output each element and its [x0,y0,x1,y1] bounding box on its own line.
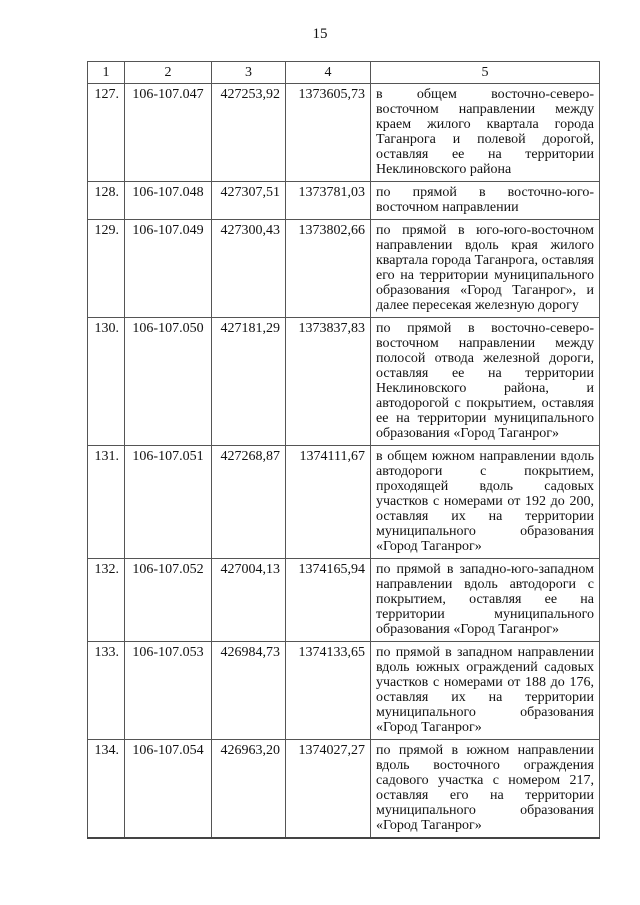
table-row [88,182,600,220]
coordinate-y: 1373837,83 [286,318,371,446]
point-code: 106-107.052 [125,559,212,642]
point-code: 106-107.049 [125,220,212,318]
table-row [88,642,600,740]
table-header-row [88,62,600,84]
coordinate-x: 427307,51 [212,182,286,220]
table-row [88,446,600,559]
column-header-2: 2 [125,62,212,84]
coordinate-x: 427181,29 [212,318,286,446]
coordinate-x: 426963,20 [212,740,286,839]
row-number: 128. [88,182,125,220]
column-header-5: 5 [371,62,600,84]
row-number: 129. [88,220,125,318]
table-row [88,220,600,318]
row-number: 133. [88,642,125,740]
coordinate-x: 427004,13 [212,559,286,642]
row-number: 130. [88,318,125,446]
column-header-4: 4 [286,62,371,84]
point-code: 106-107.053 [125,642,212,740]
point-code: 106-107.048 [125,182,212,220]
coordinate-x: 427300,43 [212,220,286,318]
coordinate-y: 1373605,73 [286,84,371,182]
boundary-description: по прямой в западно-юго-западном направлении вдоль автодороги с покрытием, оставляя ее на территории муниципального образования «Город Таганрог» [371,559,600,642]
point-code: 106-107.054 [125,740,212,839]
coordinate-y: 1374111,67 [286,446,371,559]
row-number: 131. [88,446,125,559]
boundary-description: по прямой в восточно-северо-восточном направлении между полосой отвода железной дороги, оставляя ее на территории Неклиновского района, и автодорогой с покрытием, оставляя ее на территории муниципального образования «Город Таганрог» [371,318,600,446]
row-number: 132. [88,559,125,642]
point-code: 106-107.050 [125,318,212,446]
boundary-description: по прямой в восточно-юго-восточном направлении [371,182,600,220]
column-header-1: 1 [88,62,125,84]
table-row [88,740,600,839]
boundary-description: по прямой в западном направлении вдоль южных ограждений садовых участков с номерами от 188 до 176, оставляя их на территории муниципального образования «Город Таганрог» [371,642,600,740]
boundary-description: в общем восточно-северо-восточном направлении между краем жилого квартала города Таганрога и полевой дорогой, оставляя ее на территории Неклиновского района [371,84,600,182]
table-row [88,559,600,642]
table-row [88,84,600,182]
coordinate-y: 1373781,03 [286,182,371,220]
table-row [88,318,600,446]
point-code: 106-107.047 [125,84,212,182]
coordinate-x: 427253,92 [212,84,286,182]
coordinate-y: 1374165,94 [286,559,371,642]
boundary-description: по прямой в южном направлении вдоль восточного ограждения садового участка с номером 217, оставляя его на территории муниципального образования «Город Таганрог» [371,740,600,839]
page-number: 15 [312,26,328,42]
coordinate-y: 1373802,66 [286,220,371,318]
coordinate-x: 426984,73 [212,642,286,740]
row-number: 134. [88,740,125,839]
coordinate-y: 1374027,27 [286,740,371,839]
boundary-table [87,61,600,839]
row-number: 127. [88,84,125,182]
point-code: 106-107.051 [125,446,212,559]
coordinate-y: 1374133,65 [286,642,371,740]
boundary-description: в общем южном направлении вдоль автодороги с покрытием, проходящей вдоль садовых участков с номерами от 192 до 200, оставляя их на территории муниципального образования «Город Таганрог» [371,446,600,559]
coordinate-x: 427268,87 [212,446,286,559]
boundary-description: по прямой в юго-юго-восточном направлении вдоль края жилого квартала города Таганрога, оставляя его на территории муниципального образования «Город Таганрог», и далее пересекая железную дорогу [371,220,600,318]
column-header-3: 3 [212,62,286,84]
